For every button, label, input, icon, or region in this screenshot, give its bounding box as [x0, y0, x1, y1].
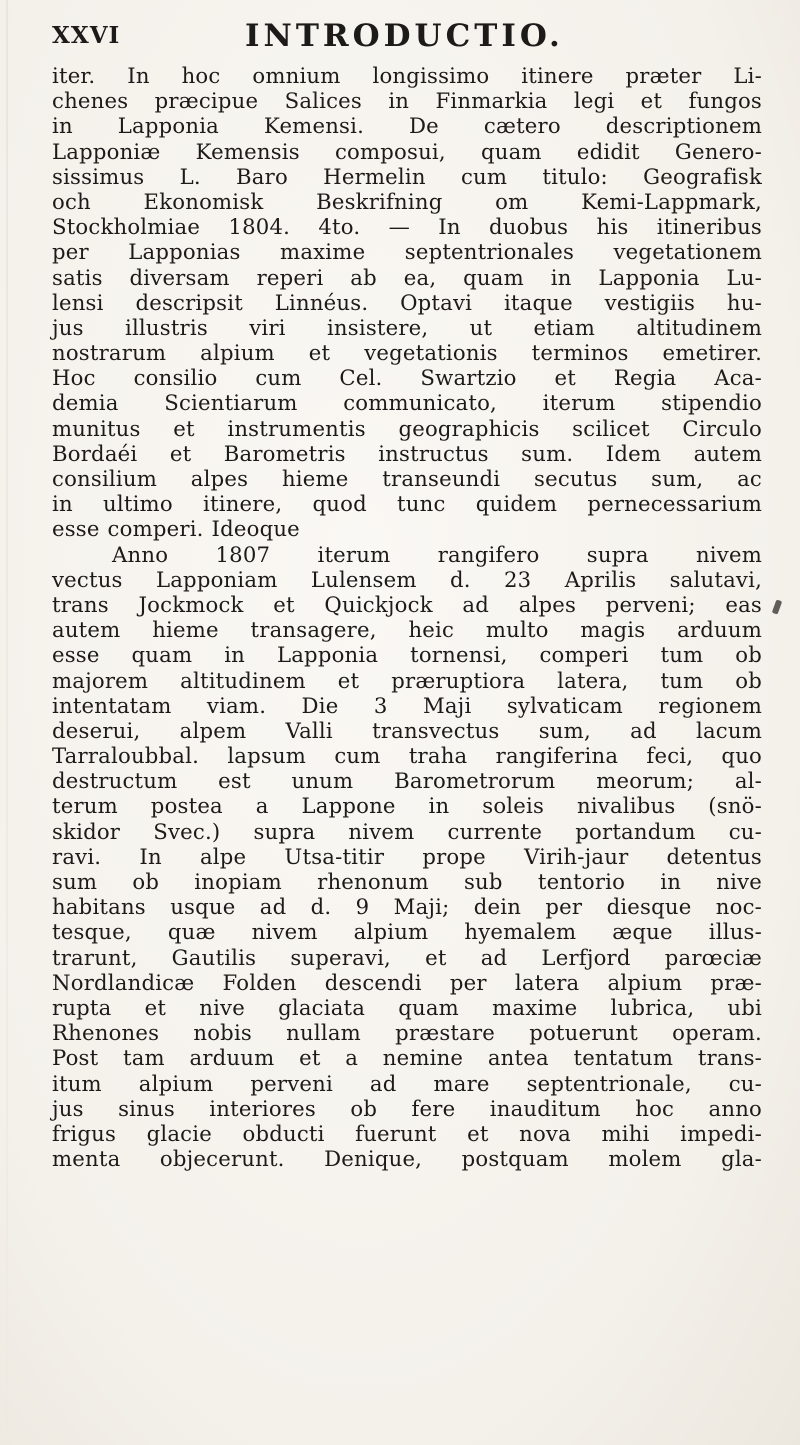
text-line: trans Jockmock et Quickjock ad alpes perveni; eas [52, 591, 762, 617]
text-line: nostrarum alpium et vegetationis terminos emetirer. [52, 340, 762, 366]
text-line: munitus et instrumentis geographicis scilicet Circulo [52, 415, 762, 441]
text-line: Stockholmiae 1804. 4to. — In duobus his itineribus [52, 214, 762, 240]
text-line: ravi. In alpe Utsa-titir prope Virih-jaur detentus [52, 843, 762, 869]
page-number: XXVI [52, 22, 121, 49]
text-line: Bordaéi et Barometris instructus sum. Idem autem [52, 440, 762, 466]
text-line: vectus Lapponiam Lulensem d. 23 Aprilis salutavi, [52, 566, 762, 592]
text-line: Hoc consilio cum Cel. Swartzio et Regia Aca- [52, 365, 762, 391]
text-line: habitans usque ad d. 9 Maji; dein per diesque noc- [52, 894, 762, 920]
text-line: Nordlandicæ Folden descendi per latera alpium præ- [52, 969, 762, 995]
text-line: menta objecerunt. Denique, postquam molem gla- [52, 1146, 762, 1172]
text-line: skidor Svec.) supra nivem currente portandum cu- [52, 818, 762, 844]
text-line: jus illustris viri insistere, ut etiam altitudinem [52, 314, 762, 340]
text-line: in ultimo itinere, quod tunc quidem pernecessarium [52, 491, 762, 517]
text-line: per Lapponias maxime septentrionales vegetationem [52, 239, 762, 265]
text-line: jus sinus interiores ob fere inauditum hoc anno [52, 1095, 762, 1121]
text-line: deserui, alpem Valli transvectus sum, ad lacum [52, 717, 762, 743]
text-line: esse comperi. Ideoque [52, 516, 300, 542]
text-line: itum alpium perveni ad mare septentrionale, cu- [52, 1070, 762, 1096]
text-line: rupta et nive glaciata quam maxime lubrica, ubi [52, 994, 762, 1020]
text-line: terum postea a Lappone in soleis nivalibus (snö- [52, 793, 762, 819]
scan-speck [772, 599, 782, 614]
text-line: satis diversam reperi ab ea, quam in Lapponia Lu- [52, 264, 762, 290]
text-line: chenes præcipue Salices in Finmarkia legi et fungos [52, 88, 762, 114]
text-line: consilium alpes hieme transeundi secutus sum, ac [52, 466, 762, 491]
text-line: trarunt, Gautilis superavi, et ad Lerfjord parœciæ [52, 944, 762, 970]
text-line: frigus glacie obducti fuerunt et nova mihi impedi- [52, 1120, 762, 1146]
text-line: Rhenones nobis nullam præstare potuerunt operam. [52, 1020, 762, 1046]
page-header [52, 18, 752, 58]
text-line: sum ob inopiam rhenonum sub tentorio in nive [52, 869, 762, 894]
text-line: intentatam viam. Die 3 Maji sylvaticam regionem [52, 692, 762, 718]
page-edge-shadow [6, 0, 8, 1445]
text-line: Tarraloubbal. lapsum cum traha rangiferina feci, quo [52, 743, 762, 769]
text-line: majorem altitudinem et præruptiora latera, tum ob [52, 667, 762, 693]
text-line: autem hieme transagere, heic multo magis arduum [52, 617, 762, 643]
text-line: sissimus L. Baro Hermelin cum titulo: Geografisk [52, 163, 762, 189]
body-text [52, 63, 762, 1171]
text-line: in Lapponia Kemensi. De cætero descriptionem [52, 113, 762, 139]
text-line: Lapponiæ Kemensis composui, quam edidit Genero- [52, 138, 762, 164]
paragraph-start-line: Anno 1807 iterum rangifero supra nivem [112, 541, 762, 567]
text-line: destructum est unum Barometrorum meorum; al- [52, 768, 762, 794]
text-line: och Ekonomisk Beskrifning om Kemi-Lappmark, [52, 188, 762, 214]
text-line: lensi descripsit Linnéus. Optavi itaque vestigiis hu- [52, 289, 762, 315]
text-line: demia Scientiarum communicato, iterum stipendio [52, 390, 762, 416]
text-line: Post tam arduum et a nemine antea tentatum trans- [52, 1045, 762, 1071]
text-line: esse quam in Lapponia tornensi, comperi tum ob [52, 642, 762, 668]
text-line: iter. In hoc omnium longissimo itinere præter Li- [52, 63, 762, 88]
running-title: INTRODUCTIO. [245, 18, 564, 54]
text-line: tesque, quæ nivem alpium hyemalem æque illus- [52, 919, 762, 945]
